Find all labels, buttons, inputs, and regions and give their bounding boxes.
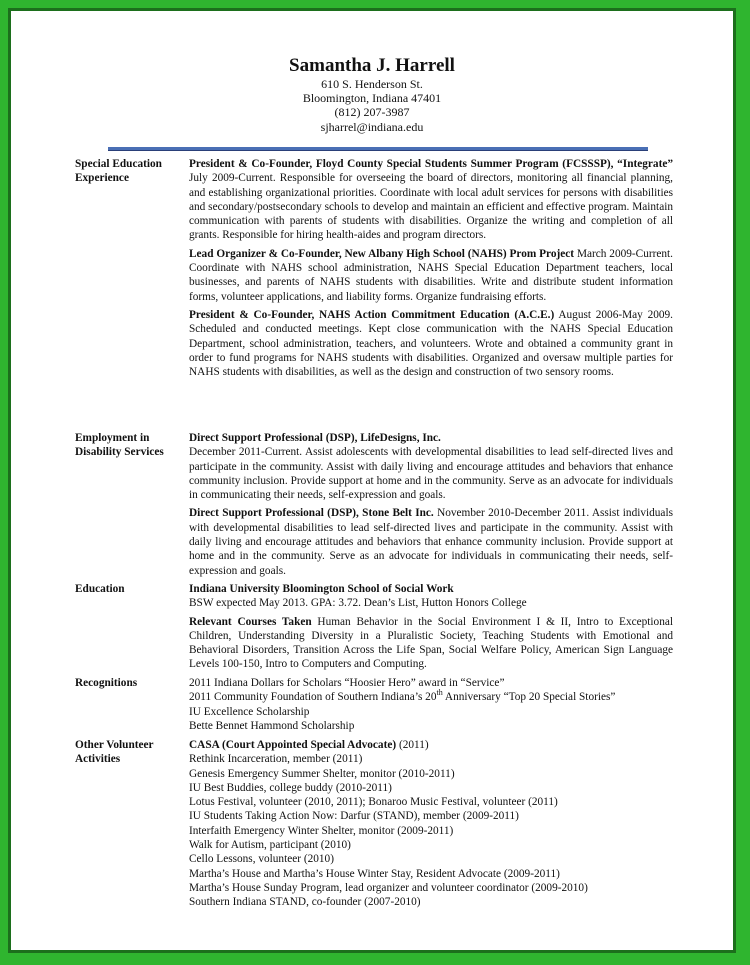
experience-entry xyxy=(189,157,673,243)
volunteer-item: Martha’s House Sunday Program, lead organizer and volunteer coordinator (2009-2010) xyxy=(189,881,588,894)
entry-title: Direct Support Professional (DSP), Stone Belt Inc. xyxy=(189,507,434,520)
header-divider xyxy=(108,147,648,151)
volunteer-item: IU Best Buddies, college buddy (2010-2011) xyxy=(189,781,392,794)
recognition-item: 2011 Indiana Dollars for Scholars “Hoosier Hero” award in “Service” xyxy=(189,677,505,689)
recognition-item: Bette Bennet Hammond Scholarship xyxy=(189,719,355,732)
ordinal-suffix: th xyxy=(436,688,443,698)
volunteer-item: Martha’s House and Martha’s House Winter Stay, Resident Advocate (2009-2011) xyxy=(189,867,560,880)
section-volunteer xyxy=(189,738,673,910)
school-name: Indiana University Bloomington School of Social Work xyxy=(189,583,454,595)
employment-entry xyxy=(189,506,673,577)
volunteer-item: Walk for Autism, participant (2010) xyxy=(189,839,351,852)
entry-body: December 2011-Current. Assist adolescents with developmental disabilities to lead self-directed lives and participate in the community. Assist with daily living and encourage attitudes and behaviors that enhance community inclusion. Provide support at home and in the community. Serve as an advocate for individuals in communicating their needs, self-expression and goals. xyxy=(189,446,673,502)
section-label-education: Education xyxy=(75,583,125,595)
recognition-text: Anniversary “Top 20 Special Stories” xyxy=(442,691,616,704)
section-label-volunteer: Other Volunteer Activities xyxy=(75,739,154,766)
volunteer-item: Interfaith Emergency Winter Shelter, monitor (2009-2011) xyxy=(189,824,454,837)
entry-body: August 2006-May 2009. Scheduled and conducted meetings. Kept close communication with the NAHS Special Education Department, school administration, teachers, and volunteers. Wrote and obtained a community grant in order to fund programs for NAHS students with disabilities. Organized and oversaw multiple parties for NAHS students with disabilities, as well as the design and construction of two sensory rooms. xyxy=(189,308,673,379)
entry-title: President & Co-Founder, NAHS Action Commitment Education (A.C.E.) xyxy=(189,308,555,321)
degree-info: BSW expected May 2013. GPA: 3.72. Dean’s List, Hutton Honors College xyxy=(189,597,527,610)
city-state-zip: Bloomington, Indiana 47401 xyxy=(302,91,442,106)
section-recognitions xyxy=(189,676,673,733)
courses-title: Relevant Courses Taken xyxy=(189,615,312,628)
applicant-name: Samantha J. Harrell xyxy=(289,55,455,76)
volunteer-item xyxy=(189,738,673,752)
entry-title: President & Co-Founder, Floyd County Special Students Summer Program (FCSSSP), “Integrate” xyxy=(189,158,673,170)
experience-entry xyxy=(189,247,673,304)
entry-title: Lead Organizer & Co-Founder, New Albany High School (NAHS) Prom Project xyxy=(189,247,575,260)
entry-body: March 2009-Current. Coordinate with NAHS school administration, NAHS Special Education Department teachers, local businesses, and parents of NAHS students with disabilities. Write and distribute student information forms, volunteer applications, and liability forms. Organize fundraising efforts. xyxy=(189,247,673,303)
recognition-item: IU Excellence Scholarship xyxy=(189,705,310,718)
volunteer-item: Southern Indiana STAND, co-founder (2007-2010) xyxy=(189,896,421,909)
volunteer-item: Rethink Incarceration, member (2011) xyxy=(189,753,363,766)
courses-paragraph xyxy=(189,615,673,672)
volunteer-item: Lotus Festival, volunteer (2010, 2011); Bonaroo Music Festival, volunteer (2011) xyxy=(189,796,558,809)
section-employment xyxy=(189,431,673,578)
email-address[interactable]: sjharrel@indiana.edu xyxy=(320,119,424,134)
entry-title: Direct Support Professional (DSP), LifeDesigns, Inc. xyxy=(189,432,441,444)
recognition-item xyxy=(189,690,673,704)
section-label-recognitions: Recognitions xyxy=(75,677,138,689)
volunteer-title: CASA (Court Appointed Special Advocate) xyxy=(189,739,397,751)
resume-page xyxy=(8,8,736,953)
courses-body: Human Behavior in the Social Environment I & II, Intro to Exceptional Children, Understanding Diversity in a Pluralistic Society, Teaching Students with Emotional and Behavioral Disorders, Transition Across the Life Span, Social Welfare Policy, American Sign Language Levels 100-150, Intro to Computers and Computing. xyxy=(189,615,674,671)
employment-entry xyxy=(189,431,673,502)
resume-header xyxy=(11,55,733,134)
experience-entry xyxy=(189,308,673,379)
section-label-employment: Employment in Disability Services xyxy=(75,432,164,459)
phone-number: (812) 207-3987 xyxy=(334,105,410,120)
entry-body: July 2009-Current. Responsible for overseeing the board of directors, monitoring all financial planning, and establishing organizational priorities. Coordinate with local adult services for persons with disabilities and secondary/postsecondary schools to develop and maintain an efficient and effective program. Maintain communication with parents of students with disabilities. Organize the writing and completion of all grants. Responsible for hiring health-aides and program directors. xyxy=(189,172,673,242)
recognition-text: 2011 Community Foundation of Southern Indiana’s 20 xyxy=(189,691,437,704)
volunteer-item: Cello Lessons, volunteer (2010) xyxy=(189,853,334,866)
volunteer-item: IU Students Taking Action Now: Darfur (STAND), member (2009-2011) xyxy=(189,810,519,823)
volunteer-years: (2011) xyxy=(396,739,429,751)
section-special-education xyxy=(189,157,673,379)
section-label-special-education: Special Education Experience xyxy=(75,158,162,185)
section-education xyxy=(189,582,673,672)
volunteer-item: Genesis Emergency Summer Shelter, monitor (2010-2011) xyxy=(189,767,455,780)
entry-body: November 2010-December 2011. Assist individuals with developmental disabilities to lead self-directed lives and participate in the community. Assist with daily living and encourage attitudes and behaviors that enhance community inclusion. Provide support at home and in the community. Serve as an advocate for individuals in communicating their needs, self-expression and goals. xyxy=(189,507,673,577)
street-address: 610 S. Henderson St. xyxy=(321,77,423,91)
